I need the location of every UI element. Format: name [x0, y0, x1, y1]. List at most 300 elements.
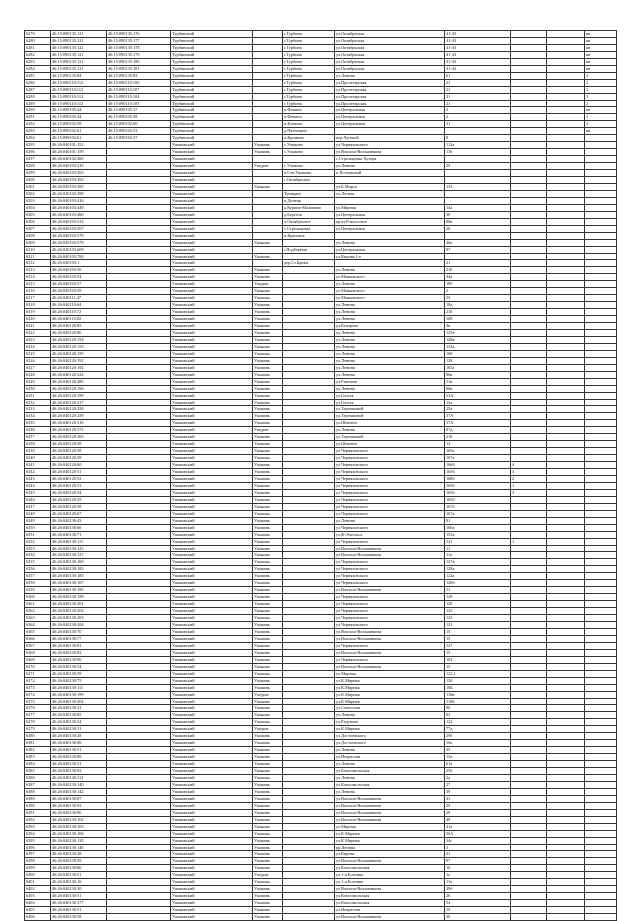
cell-district: Ушаковский	[171, 865, 253, 872]
cell-house	[445, 156, 511, 163]
cell-locality	[283, 726, 335, 733]
cell-house: 122а	[445, 573, 511, 580]
cell-settlement-type: Ушаковь	[253, 844, 283, 851]
cell-note	[585, 726, 617, 733]
cell-cadastral-number: 46:26:040130:92	[51, 768, 107, 775]
cell-settlement-type: Ушаковь	[253, 545, 283, 552]
cell-note	[585, 170, 617, 177]
cell-flat	[547, 274, 585, 281]
cell-street: ул.Мирная	[335, 823, 445, 830]
cell-cadastral-number: 46:26:040130:203	[51, 615, 107, 622]
table-row	[25, 698, 617, 705]
table-row	[25, 288, 617, 295]
cell-house: 122,1	[445, 670, 511, 677]
cell-building: 3	[511, 469, 547, 476]
cell-settlement-type	[253, 31, 283, 38]
cell-house: 110Б	[445, 698, 511, 705]
cell-building	[511, 907, 547, 914]
cell-building	[511, 128, 547, 135]
cell-locality	[283, 392, 335, 399]
cell-parent-number: 46:15:090102:60	[107, 121, 171, 128]
cell-district: Ушаковский	[171, 260, 253, 267]
cell-cadastral-number: 46:26:040130:75	[51, 677, 107, 684]
cell-building	[511, 531, 547, 538]
cell-district: Ушаковский	[171, 552, 253, 559]
cell-settlement-type: Ушаковь	[253, 559, 283, 566]
cell-settlement-type	[253, 72, 283, 79]
cell-district: Ушаковский	[171, 580, 253, 587]
cell-settlement-type: Ушаковь	[253, 441, 283, 448]
cell-house: 165а	[445, 364, 511, 371]
cell-row-number: 6288	[25, 93, 51, 100]
cell-note	[585, 204, 617, 211]
cell-locality	[283, 781, 335, 788]
cell-house: 167б	[445, 503, 511, 510]
cell-building	[511, 809, 547, 816]
cell-cadastral-number: 46:26:040130:54	[51, 663, 107, 670]
cell-locality	[283, 531, 335, 538]
cell-street: ул.Черняховского	[335, 455, 445, 462]
cell-settlement-type: Ушаковь	[253, 503, 283, 510]
cell-district: Турбинский	[171, 135, 253, 142]
cell-note	[585, 253, 617, 260]
cell-flat	[547, 204, 585, 211]
cell-parent-number	[107, 691, 171, 698]
cell-district: Турбинский	[171, 58, 253, 65]
cell-note	[585, 538, 617, 545]
cell-cadastral-number: 46:15:090110:112	[51, 93, 107, 100]
cell-building	[511, 830, 547, 837]
cell-flat	[547, 489, 585, 496]
cell-district: Ушаковский	[171, 302, 253, 309]
cell-flat	[547, 197, 585, 204]
cell-building	[511, 211, 547, 218]
cell-parent-number	[107, 378, 171, 385]
cell-flat	[547, 462, 585, 469]
cell-settlement-type: Ушаковь	[253, 712, 283, 719]
cell-district: Ушаковский	[171, 517, 253, 524]
cell-cadastral-number: 46:26:040120:55	[51, 496, 107, 503]
cell-district: Ушаковский	[171, 434, 253, 441]
cell-cadastral-number: 46:26:040130:204	[51, 698, 107, 705]
cell-district: Ушаковский	[171, 559, 253, 566]
cell-row-number: 6310	[25, 246, 51, 253]
cell-district: Ушаковский	[171, 378, 253, 385]
cell-district: Ушаковский	[171, 649, 253, 656]
cell-cadastral-number: 46:26:040120:372	[51, 427, 107, 434]
cell-building: 3	[511, 489, 547, 496]
cell-house: 116в	[445, 691, 511, 698]
cell-cadastral-number: 46:26:040103:392	[51, 177, 107, 184]
cell-flat	[547, 218, 585, 225]
cell-row-number: 6303	[25, 197, 51, 204]
cell-building	[511, 114, 547, 121]
cell-building	[511, 316, 547, 323]
cell-settlement-type	[253, 190, 283, 197]
cell-cadastral-number: 46:26:040103:784	[51, 253, 107, 260]
cell-settlement-type: Ушаковь	[253, 496, 283, 503]
cell-street: ул.Терешковой	[335, 434, 445, 441]
cell-building	[511, 691, 547, 698]
cell-parent-number	[107, 886, 171, 893]
table-row	[25, 156, 617, 163]
cell-note: 2	[585, 121, 617, 128]
cell-note	[585, 907, 617, 914]
cell-district: Ушаковский	[171, 218, 253, 225]
cell-cadastral-number: 46:15:090135:121	[51, 44, 107, 51]
cell-house: 116	[445, 149, 511, 156]
cell-flat	[547, 837, 585, 844]
cell-cadastral-number: 46:26:040130:51	[51, 726, 107, 733]
table-row	[25, 149, 617, 156]
cell-cadastral-number: 46:26:040120:52	[51, 476, 107, 483]
cell-cadastral-number: 46:15:090110:112	[51, 100, 107, 107]
cell-cadastral-number: 46:15:090102:58	[51, 121, 107, 128]
cell-note	[585, 781, 617, 788]
table-row	[25, 670, 617, 677]
cell-cadastral-number: 46:26:040101:152	[51, 142, 107, 149]
cell-row-number: 6372	[25, 677, 51, 684]
cell-street: ул.Гоголя	[335, 392, 445, 399]
cell-note	[585, 830, 617, 837]
cell-street: ул.Вокзала-Вольманкова	[335, 663, 445, 670]
cell-district: Ушаковский	[171, 316, 253, 323]
cell-house: 165б	[445, 489, 511, 496]
cell-house: 36А	[445, 830, 511, 837]
cell-cadastral-number: 46:15:090110:112	[51, 86, 107, 93]
cell-building	[511, 406, 547, 413]
cell-row-number: 6285	[25, 72, 51, 79]
cell-parent-number	[107, 170, 171, 177]
cell-building	[511, 580, 547, 587]
cell-settlement-type: Ушаковь	[253, 183, 283, 190]
cell-row-number: 6378	[25, 719, 51, 726]
cell-note	[585, 559, 617, 566]
cell-row-number: 6348	[25, 510, 51, 517]
cell-locality	[283, 329, 335, 336]
table-row	[25, 879, 617, 886]
table-row	[25, 309, 617, 316]
cell-district: Ушаковский	[171, 628, 253, 635]
cell-parent-number	[107, 420, 171, 427]
cell-street: ул.1-я Есенина	[335, 879, 445, 886]
cell-house: 2	[445, 107, 511, 114]
cell-cadastral-number: 46:26:040103:579	[51, 232, 107, 239]
cell-note	[585, 684, 617, 691]
table-row	[25, 802, 617, 809]
cell-cadastral-number: 46:26:040103:219	[51, 163, 107, 170]
cell-flat	[547, 552, 585, 559]
cell-building: 1	[511, 482, 547, 489]
table-row	[25, 121, 617, 128]
cell-parent-number	[107, 601, 171, 608]
cell-parent-number	[107, 232, 171, 239]
cell-cadastral-number: 46:26:040120:85	[51, 323, 107, 330]
cell-note	[585, 163, 617, 170]
cell-parent-number	[107, 197, 171, 204]
cell-parent-number: 46:15:090135:176	[107, 31, 171, 38]
cell-building	[511, 323, 547, 330]
cell-cadastral-number: 46:26:040103:460	[51, 211, 107, 218]
cell-house: 128	[445, 357, 511, 364]
cell-parent-number	[107, 733, 171, 740]
cell-cadastral-number: 46:26:040130:86	[51, 740, 107, 747]
cell-parent-number	[107, 914, 171, 921]
table-row	[25, 65, 617, 72]
cell-street: ул.Вокзала-Вольманкова	[335, 545, 445, 552]
cell-flat	[547, 517, 585, 524]
cell-street	[335, 128, 445, 135]
cell-street: ул.Черняховского	[335, 615, 445, 622]
cell-locality	[283, 309, 335, 316]
cell-district: Ушаковский	[171, 538, 253, 545]
cell-district: Ушаковский	[171, 350, 253, 357]
cell-flat	[547, 177, 585, 184]
cell-house: 61	[445, 72, 511, 79]
cell-cadastral-number: 46:26:040130:96	[51, 656, 107, 663]
cell-district: Ушаковский	[171, 656, 253, 663]
cell-flat	[547, 510, 585, 517]
cell-note	[585, 476, 617, 483]
cell-row-number: 6377	[25, 712, 51, 719]
cell-flat	[547, 183, 585, 190]
cell-parent-number	[107, 510, 171, 517]
cell-settlement-type: Ушуров	[253, 281, 283, 288]
cell-cadastral-number: 46:26:040130:70	[51, 628, 107, 635]
cell-parent-number	[107, 774, 171, 781]
cell-note: 2	[585, 72, 617, 79]
cell-building	[511, 246, 547, 253]
cell-flat	[547, 253, 585, 260]
cell-locality	[283, 510, 335, 517]
table-row	[25, 72, 617, 79]
cell-house: 86в	[445, 218, 511, 225]
cell-settlement-type: Ушаковь	[253, 698, 283, 705]
cell-note	[585, 635, 617, 642]
cell-flat	[547, 190, 585, 197]
cell-flat	[547, 281, 585, 288]
cell-flat	[547, 656, 585, 663]
table-row	[25, 420, 617, 427]
cell-settlement-type	[253, 246, 283, 253]
table-row	[25, 79, 617, 86]
cell-locality	[283, 642, 335, 649]
cell-flat	[547, 163, 585, 170]
table-row	[25, 218, 617, 225]
cell-parent-number	[107, 329, 171, 336]
cell-row-number: 6335	[25, 420, 51, 427]
table-row	[25, 211, 617, 218]
cell-house: 15	[445, 649, 511, 656]
cell-building	[511, 851, 547, 858]
cell-settlement-type: Ушаковь	[253, 469, 283, 476]
cell-parent-number	[107, 260, 171, 267]
table-row	[25, 350, 617, 357]
cell-locality	[283, 628, 335, 635]
cell-row-number: 6291	[25, 114, 51, 121]
cell-building	[511, 441, 547, 448]
cell-house: 39	[445, 788, 511, 795]
cell-settlement-type	[253, 65, 283, 72]
cell-building	[511, 434, 547, 441]
cell-settlement-type: Ушаковь	[253, 594, 283, 601]
cell-settlement-type	[253, 170, 283, 177]
cell-note: 1	[585, 114, 617, 121]
cell-building	[511, 288, 547, 295]
cell-flat	[547, 399, 585, 406]
cell-building	[511, 329, 547, 336]
table-row	[25, 142, 617, 149]
cell-note	[585, 295, 617, 302]
cell-flat	[547, 538, 585, 545]
cell-locality	[283, 823, 335, 830]
cell-street: ул.Центральная	[335, 114, 445, 121]
cell-flat	[547, 781, 585, 788]
cell-house: 2	[445, 288, 511, 295]
cell-street: ул.Ленина	[335, 302, 445, 309]
cell-flat	[547, 733, 585, 740]
cell-locality	[283, 496, 335, 503]
cell-row-number: 6368	[25, 649, 51, 656]
cell-district: Ушаковский	[171, 441, 253, 448]
cell-locality	[283, 774, 335, 781]
cell-flat	[547, 601, 585, 608]
cell-parent-number	[107, 872, 171, 879]
cell-row-number: 6385	[25, 768, 51, 775]
cell-district: Ушаковский	[171, 253, 253, 260]
cell-parent-number	[107, 364, 171, 371]
cell-note	[585, 239, 617, 246]
cell-note	[585, 420, 617, 427]
cell-house: 19	[445, 907, 511, 914]
cell-district: Ушаковский	[171, 455, 253, 462]
cell-row-number: 6302	[25, 190, 51, 197]
cell-district: Ушаковский	[171, 768, 253, 775]
cell-parent-number	[107, 851, 171, 858]
table-row	[25, 865, 617, 872]
cell-flat	[547, 260, 585, 267]
cell-locality	[283, 837, 335, 844]
cell-district: Ушаковский	[171, 510, 253, 517]
cell-note	[585, 601, 617, 608]
cell-row-number: 6289	[25, 100, 51, 107]
cell-flat	[547, 573, 585, 580]
cell-flat	[547, 747, 585, 754]
cell-street: ул.Октябрьская	[335, 65, 445, 72]
cell-street: ул.Вокзала-Вольманкова	[335, 649, 445, 656]
cell-settlement-type	[253, 128, 283, 135]
cell-locality	[283, 469, 335, 476]
cell-locality	[283, 809, 335, 816]
cell-row-number: 6280	[25, 37, 51, 44]
cell-row-number: 6370	[25, 663, 51, 670]
cell-district: Турбинский	[171, 44, 253, 51]
cell-house: 8	[445, 135, 511, 142]
cell-building	[511, 86, 547, 93]
cell-cadastral-number: 46:26:040130:102	[51, 816, 107, 823]
table-row	[25, 177, 617, 184]
cell-street: ул.К.Мирная	[335, 684, 445, 691]
cell-locality	[283, 476, 335, 483]
cell-street: ул.Ленина	[335, 350, 445, 357]
table-row	[25, 114, 617, 121]
cell-flat	[547, 378, 585, 385]
cell-building	[511, 781, 547, 788]
cell-district: Ушаковский	[171, 601, 253, 608]
cell-flat	[547, 72, 585, 79]
cell-building	[511, 51, 547, 58]
cell-building	[511, 559, 547, 566]
cell-cadastral-number: 46:26:040130:51	[51, 907, 107, 914]
cell-row-number: 6293	[25, 128, 51, 135]
cell-note	[585, 441, 617, 448]
cell-row-number: 6323	[25, 336, 51, 343]
cell-district: Ушаковский	[171, 594, 253, 601]
cell-note: кв	[585, 44, 617, 51]
cell-cadastral-number: 46:26:040130:202	[51, 608, 107, 615]
cell-parent-number	[107, 712, 171, 719]
cell-house: 81	[445, 517, 511, 524]
cell-street: ул.Октябрьская	[335, 37, 445, 44]
cell-house: 128	[445, 601, 511, 608]
table-row	[25, 281, 617, 288]
cell-parent-number	[107, 183, 171, 190]
cell-locality	[283, 316, 335, 323]
cell-row-number: 6344	[25, 482, 51, 489]
table-row	[25, 677, 617, 684]
cell-row-number: 6320	[25, 316, 51, 323]
cell-building	[511, 872, 547, 879]
cell-flat	[547, 406, 585, 413]
cell-building	[511, 142, 547, 149]
cell-locality: п.Клевень	[283, 121, 335, 128]
cell-parent-number	[107, 267, 171, 274]
cell-flat	[547, 851, 585, 858]
table-row	[25, 204, 617, 211]
cell-building	[511, 740, 547, 747]
cell-cadastral-number: 46:26:040130:137	[51, 552, 107, 559]
cell-note	[585, 663, 617, 670]
cell-locality: Троицкое	[283, 190, 335, 197]
cell-parent-number	[107, 163, 171, 170]
cell-locality	[283, 635, 335, 642]
cell-street: п.Полтавский	[335, 170, 445, 177]
cell-house	[445, 253, 511, 260]
cell-cadastral-number: 46:26:040120:365	[51, 434, 107, 441]
cell-district: Ушаковский	[171, 691, 253, 698]
cell-parent-number: 46:15:090135:83	[107, 72, 171, 79]
cell-locality	[283, 795, 335, 802]
cell-settlement-type: Ушаковь	[253, 378, 283, 385]
cell-settlement-type: Ушаковь	[253, 580, 283, 587]
cell-house: 29б	[445, 886, 511, 893]
cell-note	[585, 573, 617, 580]
cell-settlement-type: Ушаковь	[253, 149, 283, 156]
cell-district: Ушаковский	[171, 448, 253, 455]
cell-note	[585, 893, 617, 900]
cell-locality	[283, 538, 335, 545]
cell-district: Ушаковский	[171, 170, 253, 177]
cell-note	[585, 462, 617, 469]
cell-district: Ушаковский	[171, 392, 253, 399]
cell-parent-number	[107, 788, 171, 795]
cell-note: 2	[585, 100, 617, 107]
cell-house: 125	[445, 608, 511, 615]
cell-locality	[283, 649, 335, 656]
cell-settlement-type: Ушуров	[253, 691, 283, 698]
cell-row-number: 6355	[25, 559, 51, 566]
cell-parent-number	[107, 781, 171, 788]
